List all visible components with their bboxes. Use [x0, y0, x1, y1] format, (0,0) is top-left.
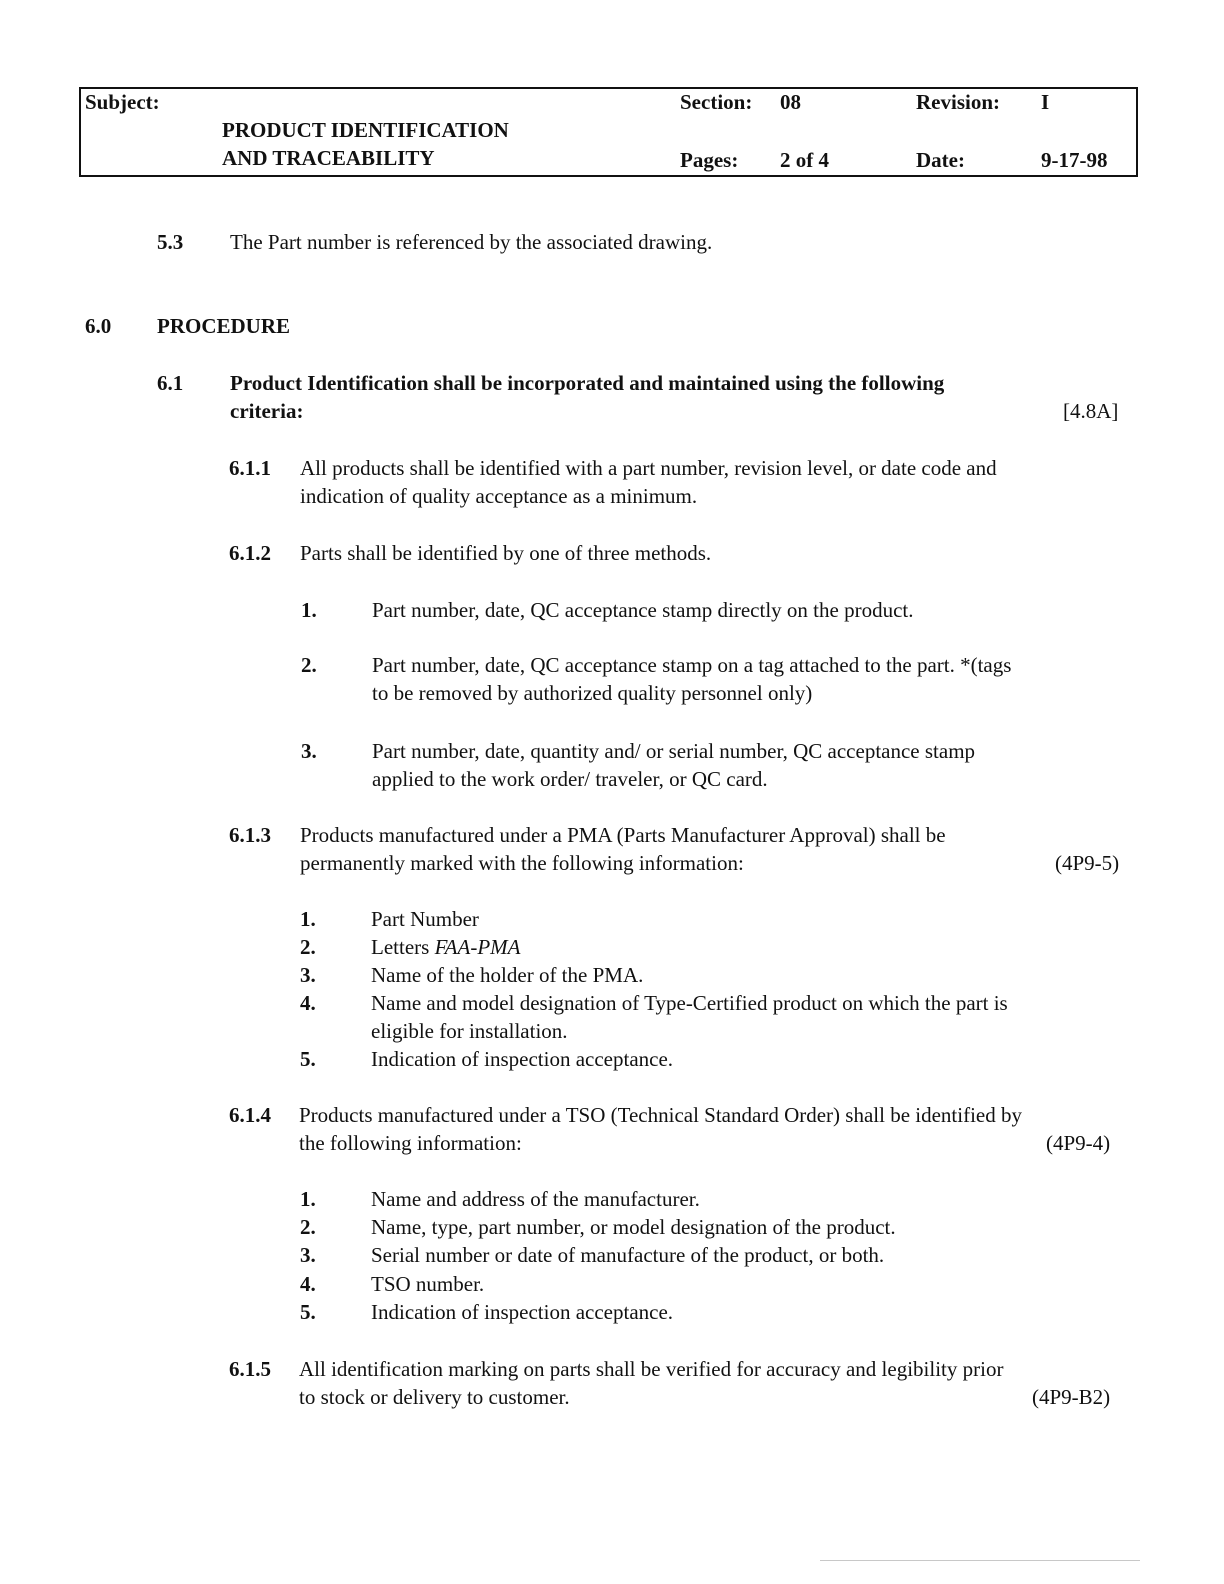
section-6-1-4-line1: Products manufactured under a TSO (Technical Standard Order) shall be identified by [299, 1103, 1022, 1127]
section-6-1-4-reference: (4P9-4) [1046, 1131, 1111, 1155]
subject-title-line2: AND TRACEABILITY [222, 146, 435, 170]
section-value: 08 [780, 90, 801, 114]
section-6-1-reference: [4.8A] [1063, 399, 1119, 423]
section-6-1-3-reference: (4P9-5) [1055, 851, 1120, 875]
faa-pma-text: FAA-PMA [434, 935, 521, 959]
list-item [372, 596, 913, 624]
list-item [372, 651, 1011, 707]
section-6-1-3-text [300, 821, 946, 877]
section-6-1-1-number: 6.1.1 [229, 456, 271, 480]
pages-value: 2 of 4 [780, 148, 829, 172]
revision-value: I [1041, 90, 1050, 114]
section-6-1-1-text [300, 454, 997, 510]
list-item-number: 1. [300, 1187, 316, 1211]
list-item: Indication of inspection acceptance. [371, 1300, 674, 1324]
list-item [371, 933, 520, 962]
list-item-number: 4. [300, 1272, 316, 1296]
section-6-1-heading-line2: criteria: [230, 399, 304, 423]
section-6-1-heading [230, 369, 944, 425]
pages-label: Pages: [680, 148, 739, 172]
section-6-1-5-reference: (4P9-B2) [1032, 1385, 1111, 1409]
list-item-line1: Part number, date, QC acceptance stamp directly on the product. [372, 598, 914, 622]
list-item [371, 989, 1008, 1045]
list-item-line1: Part number, date, QC acceptance stamp on a tag attached to the part. *(tags [372, 653, 1012, 677]
list-item-line2: to be removed by authorized quality personnel only) [372, 681, 813, 705]
list-item-line2: applied to the work order/ traveler, or QC card. [372, 767, 768, 791]
list-item-number: 4. [300, 991, 316, 1015]
section-5-3-number: 5.3 [157, 230, 184, 254]
list-item-number: 3. [300, 1243, 316, 1267]
list-item-text: Letters [371, 935, 435, 959]
list-item-number: 5. [300, 1300, 316, 1324]
section-6-0-title: PROCEDURE [157, 314, 291, 338]
list-item-number: 3. [301, 739, 317, 763]
list-item: TSO number. [371, 1272, 485, 1296]
list-item-line2: eligible for installation. [371, 1019, 568, 1043]
section-6-1-5-line2: to stock or delivery to customer. [299, 1385, 570, 1409]
list-item: Part Number [371, 907, 479, 931]
list-item: Name and address of the manufacturer. [371, 1187, 700, 1211]
subject-title-line1: PRODUCT IDENTIFICATION [222, 118, 509, 142]
section-label: Section: [680, 90, 753, 114]
section-6-1-3-line2: permanently marked with the following information: [300, 851, 744, 875]
list-item: Indication of inspection acceptance. [371, 1047, 674, 1071]
list-item-line1: Part number, date, quantity and/ or serial number, QC acceptance stamp [372, 739, 976, 763]
section-6-1-5-number: 6.1.5 [229, 1357, 271, 1381]
section-6-0-number: 6.0 [85, 314, 112, 338]
list-item-line1: Name and model designation of Type-Certified product on which the part is [371, 991, 1008, 1015]
section-6-1-3-number: 6.1.3 [229, 823, 271, 847]
section-6-1-1-line2: indication of quality acceptance as a minimum. [300, 484, 698, 508]
date-value: 9-17-98 [1041, 148, 1108, 172]
section-5-3-text: The Part number is referenced by the associated drawing. [230, 230, 713, 254]
list-item-number: 5. [300, 1047, 316, 1071]
list-item-number: 2. [300, 935, 316, 959]
section-6-1-5-text [299, 1355, 1003, 1411]
date-label: Date: [916, 148, 965, 172]
section-6-1-4-text [299, 1101, 1022, 1157]
section-6-1-1-line1: All products shall be identified with a part number, revision level, or date code and [300, 456, 997, 480]
list-item: Serial number or date of manufacture of the product, or both. [371, 1243, 885, 1267]
subject-label: Subject: [85, 90, 160, 114]
list-item-number: 2. [300, 1215, 316, 1239]
list-item: Name, type, part number, or model designation of the product. [371, 1215, 896, 1239]
list-item: Name of the holder of the PMA. [371, 963, 644, 987]
section-6-1-number: 6.1 [157, 371, 184, 395]
section-6-1-2-text: Parts shall be identified by one of three methods. [300, 541, 712, 565]
section-6-1-5-line1: All identification marking on parts shall be verified for accuracy and legibility prior [299, 1357, 1004, 1381]
list-item-number: 2. [301, 653, 317, 677]
list-item-number: 1. [301, 598, 317, 622]
list-item-number: 3. [300, 963, 316, 987]
section-6-1-4-number: 6.1.4 [229, 1103, 271, 1127]
revision-label: Revision: [916, 90, 1000, 114]
section-6-1-4-line2: the following information: [299, 1131, 522, 1155]
section-6-1-3-line1: Products manufactured under a PMA (Parts Manufacturer Approval) shall be [300, 823, 946, 847]
list-item [372, 737, 975, 793]
scan-artifact-line [820, 1560, 1140, 1561]
section-6-1-2-number: 6.1.2 [229, 541, 271, 565]
section-6-1-heading-line1: Product Identification shall be incorporated and maintained using the following [230, 371, 945, 395]
list-item-number: 1. [300, 907, 316, 931]
